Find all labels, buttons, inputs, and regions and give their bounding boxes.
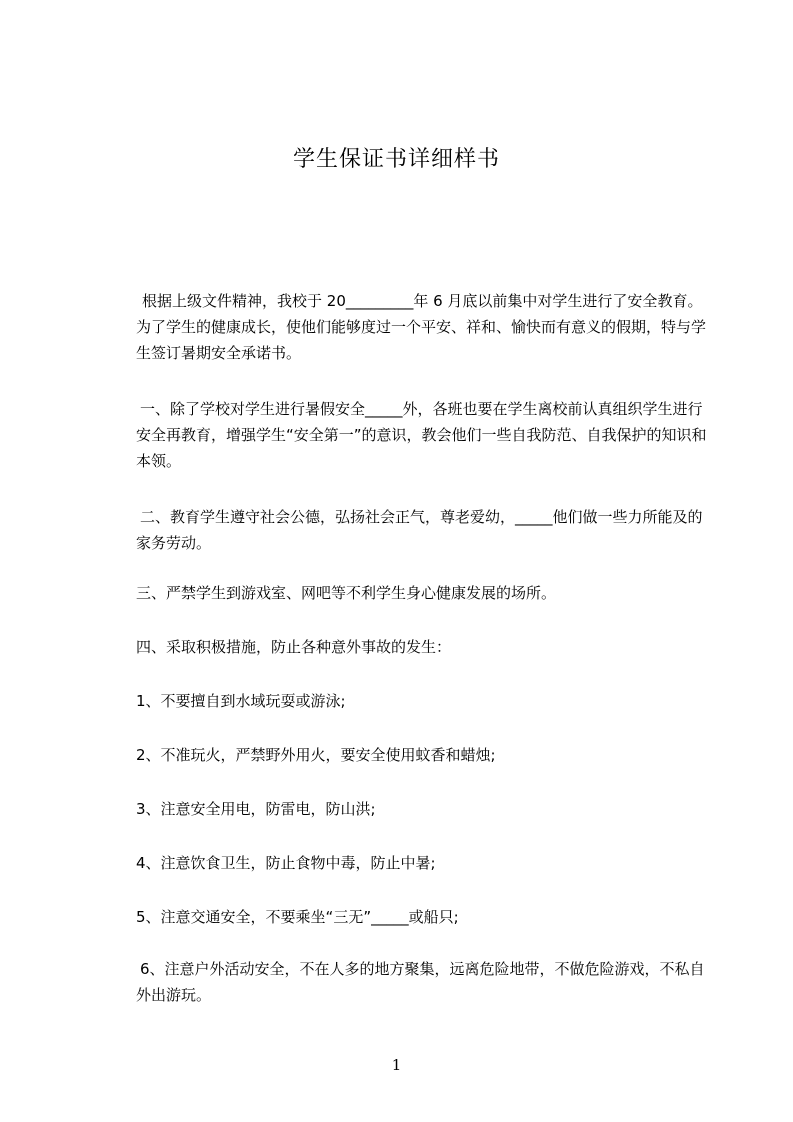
list-item-3: 3、注意安全用电，防雷电，防山洪; (136, 800, 376, 818)
list-item-4: 4、注意饮食卫生，防止食物中毒，防止中暑; (136, 854, 436, 872)
list-item-6: 6、注意户外活动安全，不在人多的地方聚集，远离危险地带，不做危险游戏，不私自外出游玩。 (136, 960, 705, 1004)
paragraph-section-one: 一、除了学校对学生进行暑假安全_____外，各班也要在学生离校前认真组织学生进行安全再教育，增强学生“安全第一”的意识，教会他们一些自我防范、自我保护的知识和本领。 (136, 400, 707, 470)
document-title: 学生保证书详细样书 (292, 147, 500, 172)
page-number: 1 (391, 1056, 402, 1074)
list-item-1: 1、不要擅自到水域玩耍或游泳; (136, 692, 346, 710)
list-item-5: 5、注意交通安全，不要乘坐“三无”_____或船只; (136, 908, 459, 926)
list-item-2: 2、不准玩火，严禁野外用火，要安全使用蚊香和蜡烛; (136, 746, 496, 764)
paragraph-intro: 根据上级文件精神，我校于 20_________年 6 月底以前集中对学生进行了安全教育。为了学生的健康成长，使他们能够度过一个平安、祥和、愉快而有意义的假期，特与学生签订暑期安全承诺书。 (136, 292, 707, 362)
paragraph-section-two: 二、教育学生遵守社会公德，弘扬社会正气，尊老爱幼，_____他们做一些力所能及的家务劳动。 (136, 508, 703, 552)
paragraph-section-four: 四、采取积极措施，防止各种意外事故的发生： (136, 638, 452, 656)
paragraph-section-three: 三、严禁学生到游戏室、网吧等不利学生身心健康发展的场所。 (136, 584, 557, 602)
